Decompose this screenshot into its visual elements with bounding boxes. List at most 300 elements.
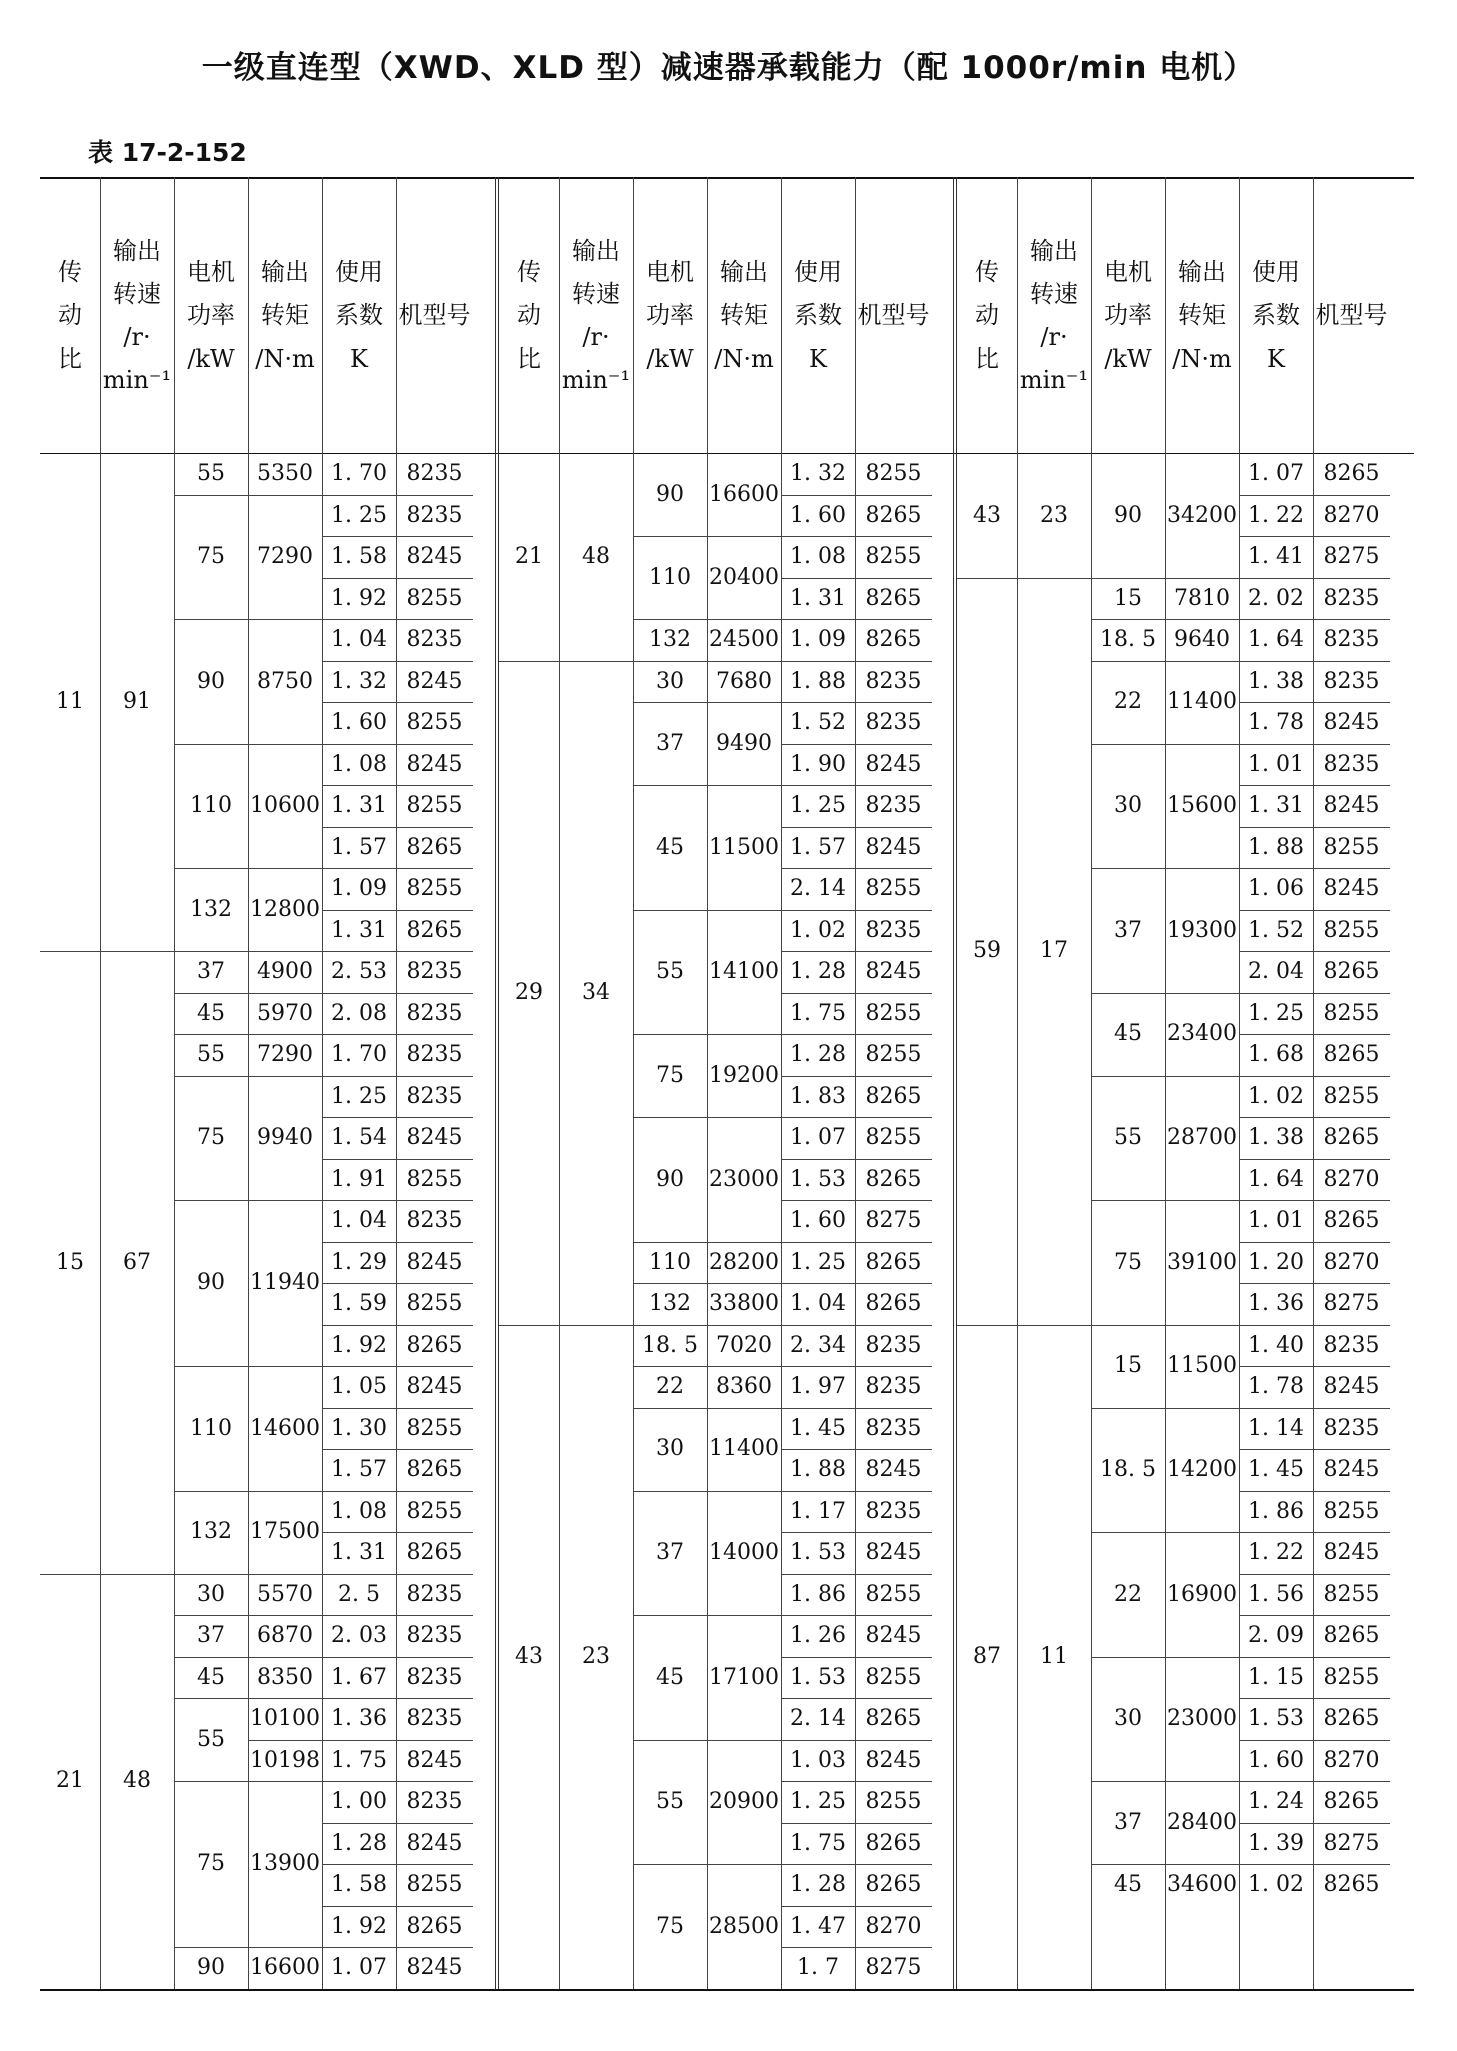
- model-cell: 8265: [406, 1332, 463, 1358]
- model-cell: 8235: [1323, 1415, 1380, 1441]
- k-factor-cell: 1. 45: [1248, 1457, 1304, 1483]
- model-cell: 8265: [406, 917, 463, 943]
- torque-cell: 14200: [1167, 1457, 1237, 1483]
- k-factor-cell: 1. 58: [331, 544, 387, 570]
- k-factor-cell: 1. 08: [790, 544, 846, 570]
- torque-cell: 12800: [250, 896, 320, 922]
- model-cell: 8270: [1323, 1249, 1380, 1275]
- speed-cell: 91: [123, 689, 151, 715]
- power-cell: 110: [649, 564, 691, 590]
- model-cell: 8265: [865, 1291, 922, 1317]
- k-factor-cell: 1. 31: [1248, 793, 1304, 819]
- k-factor-cell: 1. 04: [790, 1291, 846, 1317]
- model-cell: 8265: [865, 1872, 922, 1898]
- torque-cell: 14100: [709, 959, 779, 985]
- table-rule: [495, 177, 496, 1989]
- header-model: 机型号: [1315, 301, 1388, 330]
- k-factor-cell: 1. 88: [790, 668, 846, 694]
- model-cell: 8275: [865, 1208, 922, 1234]
- power-cell: 18. 5: [642, 1332, 698, 1358]
- torque-cell: 10198: [250, 1747, 320, 1773]
- torque-cell: 9490: [716, 730, 772, 756]
- ratio-cell: 59: [973, 938, 1001, 964]
- ratio-cell: 21: [56, 1768, 84, 1794]
- model-cell: 8235: [865, 668, 922, 694]
- model-cell: 8245: [865, 1623, 922, 1649]
- model-cell: 8235: [865, 1415, 922, 1441]
- power-cell: 55: [197, 1726, 225, 1752]
- power-cell: 90: [197, 668, 225, 694]
- model-cell: 8265: [406, 834, 463, 860]
- k-factor-cell: 1. 26: [790, 1623, 846, 1649]
- k-factor-cell: 1. 70: [331, 1042, 387, 1068]
- k-factor-cell: 1. 06: [1248, 876, 1304, 902]
- model-cell: 8265: [1323, 1623, 1380, 1649]
- model-cell: 8255: [865, 1125, 922, 1151]
- page-title: 一级直连型（XWD、XLD 型）减速器承载能力（配 1000r/min 电机）: [201, 50, 1256, 86]
- power-cell: 22: [1114, 689, 1142, 715]
- torque-cell: 9640: [1174, 627, 1230, 653]
- model-cell: 8245: [1323, 876, 1380, 902]
- power-cell: 45: [1114, 1021, 1142, 1047]
- power-cell: 22: [1114, 1581, 1142, 1607]
- header-ratio: 传 动 比: [517, 258, 541, 373]
- k-factor-cell: 1. 53: [1248, 1706, 1304, 1732]
- model-cell: 8255: [1323, 1000, 1380, 1026]
- torque-cell: 17100: [709, 1664, 779, 1690]
- model-cell: 8245: [406, 1830, 463, 1856]
- model-cell: 8270: [1323, 502, 1380, 528]
- torque-cell: 5570: [257, 1581, 313, 1607]
- k-factor-cell: 1. 07: [331, 1955, 387, 1981]
- k-factor-cell: 1. 22: [1248, 502, 1304, 528]
- model-cell: 8245: [406, 751, 463, 777]
- model-cell: 8265: [406, 1540, 463, 1566]
- model-cell: 8275: [1323, 1830, 1380, 1856]
- power-cell: 55: [197, 1042, 225, 1068]
- model-cell: 8245: [406, 1747, 463, 1773]
- power-cell: 132: [649, 627, 691, 653]
- power-cell: 132: [649, 1291, 691, 1317]
- power-cell: 30: [656, 1436, 684, 1462]
- torque-cell: 11500: [709, 834, 779, 860]
- power-cell: 22: [656, 1374, 684, 1400]
- model-cell: 8265: [865, 1083, 922, 1109]
- model-cell: 8245: [406, 1249, 463, 1275]
- k-factor-cell: 1. 88: [790, 1457, 846, 1483]
- power-cell: 90: [656, 1166, 684, 1192]
- k-factor-cell: 1. 31: [331, 1540, 387, 1566]
- model-cell: 8235: [1323, 627, 1380, 653]
- power-cell: 45: [197, 1664, 225, 1690]
- header-ratio: 传 动 比: [58, 258, 82, 373]
- k-factor-cell: 1. 25: [331, 502, 387, 528]
- model-cell: 8265: [865, 627, 922, 653]
- k-factor-cell: 1. 15: [1248, 1664, 1304, 1690]
- model-cell: 8235: [406, 1042, 463, 1068]
- k-factor-cell: 1. 20: [1248, 1249, 1304, 1275]
- model-cell: 8245: [1323, 1457, 1380, 1483]
- model-cell: 8255: [1323, 834, 1380, 860]
- k-factor-cell: 1. 92: [331, 1913, 387, 1939]
- power-cell: 45: [656, 834, 684, 860]
- header-speed: 输出 转速 /r· min⁻¹: [561, 236, 631, 395]
- header-power: 电机 功率 /kW: [1104, 258, 1152, 373]
- torque-cell: 11500: [1167, 1353, 1237, 1379]
- k-factor-cell: 1. 17: [790, 1498, 846, 1524]
- power-cell: 75: [197, 1125, 225, 1151]
- k-factor-cell: 1. 14: [1248, 1415, 1304, 1441]
- ratio-cell: 43: [515, 1643, 543, 1669]
- torque-cell: 20400: [709, 564, 779, 590]
- model-cell: 8255: [406, 1415, 463, 1441]
- k-factor-cell: 1. 58: [331, 1872, 387, 1898]
- power-cell: 132: [190, 896, 232, 922]
- table-rule: [40, 1989, 1414, 1991]
- header-power: 电机 功率 /kW: [646, 258, 694, 373]
- torque-cell: 5350: [257, 461, 313, 487]
- header-torque: 输出 转矩 /N·m: [255, 258, 315, 373]
- k-factor-cell: 1. 70: [331, 461, 387, 487]
- k-factor-cell: 1. 60: [790, 502, 846, 528]
- torque-cell: 34600: [1167, 1872, 1237, 1898]
- k-factor-cell: 1. 54: [331, 1125, 387, 1151]
- model-cell: 8255: [865, 1789, 922, 1815]
- power-cell: 90: [656, 481, 684, 507]
- power-cell: 55: [197, 461, 225, 487]
- model-cell: 8265: [865, 502, 922, 528]
- torque-cell: 34200: [1167, 502, 1237, 528]
- k-factor-cell: 1. 05: [331, 1374, 387, 1400]
- k-factor-cell: 1. 57: [790, 834, 846, 860]
- model-cell: 8245: [865, 751, 922, 777]
- model-cell: 8235: [406, 1706, 463, 1732]
- torque-cell: 10100: [250, 1706, 320, 1732]
- ratio-cell: 15: [56, 1249, 84, 1275]
- model-cell: 8265: [865, 585, 922, 611]
- torque-cell: 28500: [709, 1913, 779, 1939]
- k-factor-cell: 1. 07: [1248, 461, 1304, 487]
- model-cell: 8255: [1323, 1498, 1380, 1524]
- torque-cell: 16600: [250, 1955, 320, 1981]
- model-cell: 8235: [1323, 668, 1380, 694]
- k-factor-cell: 1. 60: [790, 1208, 846, 1234]
- power-cell: 75: [656, 1913, 684, 1939]
- power-cell: 75: [197, 1851, 225, 1877]
- torque-cell: 28700: [1167, 1125, 1237, 1151]
- k-factor-cell: 1. 28: [790, 1872, 846, 1898]
- torque-cell: 39100: [1167, 1249, 1237, 1275]
- torque-cell: 19200: [709, 1062, 779, 1088]
- power-cell: 37: [1114, 1809, 1142, 1835]
- model-cell: 8235: [865, 1332, 922, 1358]
- k-factor-cell: 1. 53: [790, 1540, 846, 1566]
- k-factor-cell: 1. 78: [1248, 710, 1304, 736]
- model-cell: 8255: [406, 585, 463, 611]
- torque-cell: 8750: [257, 668, 313, 694]
- table-rule: [953, 177, 954, 1989]
- model-cell: 8255: [406, 793, 463, 819]
- k-factor-cell: 1. 86: [1248, 1498, 1304, 1524]
- model-cell: 8235: [406, 1664, 463, 1690]
- k-factor-cell: 1. 88: [1248, 834, 1304, 860]
- model-cell: 8255: [1323, 1581, 1380, 1607]
- power-cell: 45: [1114, 1872, 1142, 1898]
- k-factor-cell: 1. 59: [331, 1291, 387, 1317]
- model-cell: 8245: [406, 1955, 463, 1981]
- power-cell: 37: [656, 1540, 684, 1566]
- k-factor-cell: 1. 24: [1248, 1789, 1304, 1815]
- model-cell: 8265: [865, 1249, 922, 1275]
- model-cell: 8265: [1323, 1042, 1380, 1068]
- model-cell: 8235: [865, 710, 922, 736]
- torque-cell: 24500: [709, 627, 779, 653]
- header-model: 机型号: [857, 301, 930, 330]
- k-factor-cell: 1. 29: [331, 1249, 387, 1275]
- table-number: 表 17-2-152: [88, 138, 247, 167]
- k-factor-cell: 1. 52: [790, 710, 846, 736]
- k-factor-cell: 1. 53: [790, 1166, 846, 1192]
- model-cell: 8245: [865, 959, 922, 985]
- ratio-cell: 43: [973, 502, 1001, 528]
- model-cell: 8235: [406, 627, 463, 653]
- power-cell: 45: [197, 1000, 225, 1026]
- k-factor-cell: 1. 68: [1248, 1042, 1304, 1068]
- power-cell: 90: [197, 1955, 225, 1981]
- header-torque: 输出 转矩 /N·m: [714, 258, 774, 373]
- power-cell: 37: [1114, 917, 1142, 943]
- k-factor-cell: 1. 09: [331, 876, 387, 902]
- k-factor-cell: 1. 02: [1248, 1872, 1304, 1898]
- header-model: 机型号: [398, 301, 471, 330]
- torque-cell: 19300: [1167, 917, 1237, 943]
- model-cell: 8270: [865, 1913, 922, 1939]
- k-factor-cell: 2. 14: [790, 876, 846, 902]
- torque-cell: 7290: [257, 544, 313, 570]
- k-factor-cell: 1. 67: [331, 1664, 387, 1690]
- model-cell: 8265: [1323, 1872, 1380, 1898]
- k-factor-cell: 1. 91: [331, 1166, 387, 1192]
- power-cell: 18. 5: [1100, 627, 1156, 653]
- k-factor-cell: 1. 52: [1248, 917, 1304, 943]
- k-factor-cell: 1. 31: [331, 917, 387, 943]
- model-cell: 8270: [1323, 1747, 1380, 1773]
- torque-cell: 16900: [1167, 1581, 1237, 1607]
- power-cell: 75: [1114, 1249, 1142, 1275]
- power-cell: 30: [1114, 1706, 1142, 1732]
- k-factor-cell: 1. 41: [1248, 544, 1304, 570]
- model-cell: 8245: [865, 1540, 922, 1566]
- power-cell: 37: [197, 1623, 225, 1649]
- power-cell: 30: [197, 1581, 225, 1607]
- k-factor-cell: 2. 08: [331, 1000, 387, 1026]
- power-cell: 18. 5: [1100, 1457, 1156, 1483]
- header-k-factor: 使用 系数 K: [335, 258, 383, 373]
- k-factor-cell: 1. 25: [331, 1083, 387, 1109]
- model-cell: 8265: [406, 1457, 463, 1483]
- model-cell: 8255: [1323, 1664, 1380, 1690]
- power-cell: 30: [1114, 793, 1142, 819]
- power-cell: 132: [190, 1519, 232, 1545]
- model-cell: 8265: [1323, 959, 1380, 985]
- model-cell: 8270: [1323, 1166, 1380, 1192]
- model-cell: 8255: [406, 1872, 463, 1898]
- k-factor-cell: 1. 08: [331, 751, 387, 777]
- k-factor-cell: 1. 38: [1248, 1125, 1304, 1151]
- k-factor-cell: 1. 92: [331, 1332, 387, 1358]
- k-factor-cell: 1. 75: [790, 1000, 846, 1026]
- k-factor-cell: 2. 02: [1248, 585, 1304, 611]
- torque-cell: 7680: [716, 668, 772, 694]
- model-cell: 8235: [406, 959, 463, 985]
- k-factor-cell: 1. 32: [790, 461, 846, 487]
- speed-cell: 48: [123, 1768, 151, 1794]
- k-factor-cell: 1. 57: [331, 1457, 387, 1483]
- torque-cell: 16600: [709, 481, 779, 507]
- model-cell: 8245: [406, 1374, 463, 1400]
- torque-cell: 17500: [250, 1519, 320, 1545]
- k-factor-cell: 2. 03: [331, 1623, 387, 1649]
- model-cell: 8235: [865, 917, 922, 943]
- speed-cell: 23: [582, 1643, 610, 1669]
- k-factor-cell: 1. 01: [1248, 751, 1304, 777]
- k-factor-cell: 1. 25: [790, 1249, 846, 1275]
- model-cell: 8235: [406, 1000, 463, 1026]
- model-cell: 8245: [1323, 1374, 1380, 1400]
- power-cell: 110: [649, 1249, 691, 1275]
- k-factor-cell: 1. 28: [790, 1042, 846, 1068]
- model-cell: 8255: [1323, 917, 1380, 943]
- k-factor-cell: 1. 78: [1248, 1374, 1304, 1400]
- model-cell: 8265: [865, 1706, 922, 1732]
- torque-cell: 23000: [709, 1166, 779, 1192]
- torque-cell: 14600: [250, 1415, 320, 1441]
- model-cell: 8265: [406, 1913, 463, 1939]
- speed-cell: 23: [1040, 502, 1068, 528]
- power-cell: 55: [656, 959, 684, 985]
- power-cell: 30: [656, 668, 684, 694]
- k-factor-cell: 1. 04: [331, 1208, 387, 1234]
- torque-cell: 14000: [709, 1540, 779, 1566]
- model-cell: 8265: [1323, 1789, 1380, 1815]
- speed-cell: 34: [582, 979, 610, 1005]
- torque-cell: 4900: [257, 959, 313, 985]
- k-factor-cell: 1. 09: [790, 627, 846, 653]
- model-cell: 8235: [865, 1498, 922, 1524]
- k-factor-cell: 1. 38: [1248, 668, 1304, 694]
- model-cell: 8235: [406, 1623, 463, 1649]
- model-cell: 8245: [1323, 793, 1380, 819]
- header-torque: 输出 转矩 /N·m: [1172, 258, 1232, 373]
- torque-cell: 8350: [257, 1664, 313, 1690]
- k-factor-cell: 1. 7: [797, 1955, 839, 1981]
- torque-cell: 6870: [257, 1623, 313, 1649]
- k-factor-cell: 1. 40: [1248, 1332, 1304, 1358]
- k-factor-cell: 1. 36: [1248, 1291, 1304, 1317]
- k-factor-cell: 2. 53: [331, 959, 387, 985]
- model-cell: 8265: [1323, 1706, 1380, 1732]
- model-cell: 8265: [1323, 1125, 1380, 1151]
- torque-cell: 7290: [257, 1042, 313, 1068]
- model-cell: 8245: [1323, 710, 1380, 736]
- k-factor-cell: 1. 56: [1248, 1581, 1304, 1607]
- k-factor-cell: 1. 08: [331, 1498, 387, 1524]
- k-factor-cell: 1. 04: [331, 627, 387, 653]
- header-k-factor: 使用 系数 K: [794, 258, 842, 373]
- model-cell: 8275: [1323, 544, 1380, 570]
- model-cell: 8245: [406, 1125, 463, 1151]
- torque-cell: 7810: [1174, 585, 1230, 611]
- power-cell: 37: [656, 730, 684, 756]
- k-factor-cell: 1. 36: [331, 1706, 387, 1732]
- ratio-cell: 11: [56, 689, 84, 715]
- ratio-cell: 21: [515, 544, 543, 570]
- model-cell: 8265: [865, 1166, 922, 1192]
- k-factor-cell: 2. 14: [790, 1706, 846, 1732]
- model-cell: 8255: [865, 1000, 922, 1026]
- k-factor-cell: 1. 90: [790, 751, 846, 777]
- torque-cell: 11400: [709, 1436, 779, 1462]
- torque-cell: 28400: [1167, 1809, 1237, 1835]
- model-cell: 8255: [406, 1166, 463, 1192]
- k-factor-cell: 1. 28: [790, 959, 846, 985]
- header-speed: 输出 转速 /r· min⁻¹: [1019, 236, 1089, 395]
- k-factor-cell: 1. 53: [790, 1664, 846, 1690]
- capacity-table: [40, 177, 1414, 1991]
- k-factor-cell: 1. 45: [790, 1415, 846, 1441]
- torque-cell: 11400: [1167, 689, 1237, 715]
- k-factor-cell: 1. 75: [331, 1747, 387, 1773]
- k-factor-cell: 2. 5: [338, 1581, 380, 1607]
- power-cell: 90: [197, 1270, 225, 1296]
- k-factor-cell: 1. 60: [1248, 1747, 1304, 1773]
- model-cell: 8265: [1323, 461, 1380, 487]
- k-factor-cell: 1. 60: [331, 710, 387, 736]
- header-speed: 输出 转速 /r· min⁻¹: [102, 236, 172, 395]
- model-cell: 8235: [1323, 751, 1380, 777]
- model-cell: 8255: [865, 544, 922, 570]
- torque-cell: 5970: [257, 1000, 313, 1026]
- torque-cell: 10600: [250, 793, 320, 819]
- header-ratio: 传 动 比: [975, 258, 999, 373]
- k-factor-cell: 1. 25: [790, 1789, 846, 1815]
- k-factor-cell: 2. 09: [1248, 1623, 1304, 1649]
- model-cell: 8245: [865, 1457, 922, 1483]
- header-k-factor: 使用 系数 K: [1252, 258, 1300, 373]
- model-cell: 8275: [1323, 1291, 1380, 1317]
- torque-cell: 11940: [250, 1270, 320, 1296]
- k-factor-cell: 1. 86: [790, 1581, 846, 1607]
- k-factor-cell: 1. 31: [790, 585, 846, 611]
- torque-cell: 8360: [716, 1374, 772, 1400]
- torque-cell: 13900: [250, 1851, 320, 1877]
- model-cell: 8235: [406, 1789, 463, 1815]
- k-factor-cell: 2. 04: [1248, 959, 1304, 985]
- power-cell: 110: [190, 793, 232, 819]
- model-cell: 8255: [1323, 1083, 1380, 1109]
- model-cell: 8255: [406, 1498, 463, 1524]
- model-cell: 8255: [406, 1291, 463, 1317]
- torque-cell: 20900: [709, 1789, 779, 1815]
- model-cell: 8235: [1323, 585, 1380, 611]
- k-factor-cell: 1. 75: [790, 1830, 846, 1856]
- power-cell: 15: [1114, 1353, 1142, 1379]
- model-cell: 8245: [865, 1747, 922, 1773]
- power-cell: 45: [656, 1664, 684, 1690]
- k-factor-cell: 1. 47: [790, 1913, 846, 1939]
- model-cell: 8235: [406, 1208, 463, 1234]
- k-factor-cell: 1. 01: [1248, 1208, 1304, 1234]
